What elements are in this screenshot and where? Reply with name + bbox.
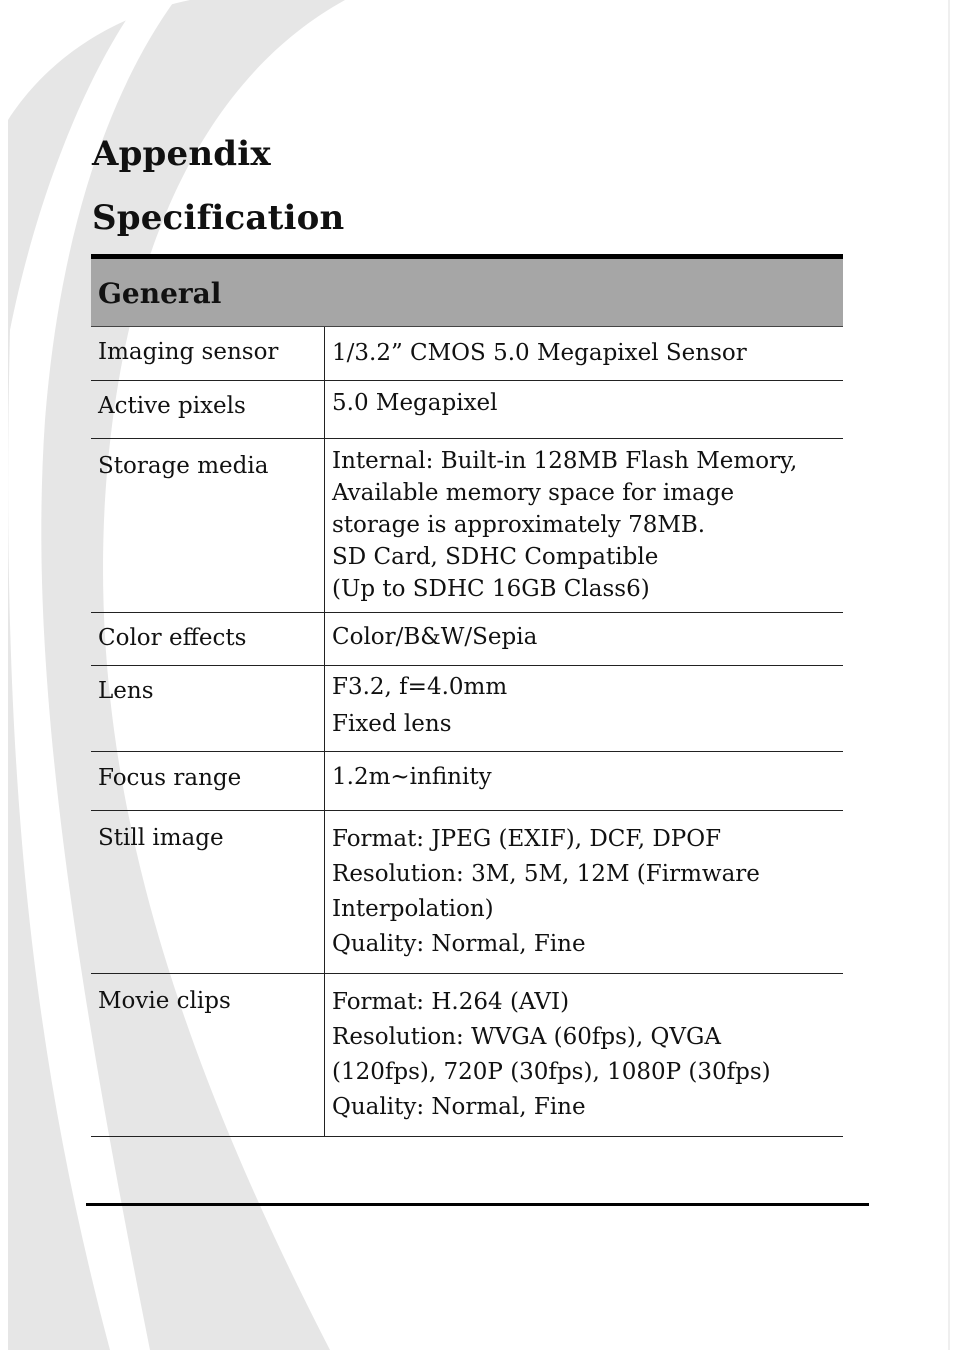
value-line: 1/3.2” CMOS 5.0 Megapixel Sensor bbox=[332, 340, 747, 366]
table-row bbox=[91, 381, 843, 439]
row-label: Still image bbox=[91, 811, 325, 973]
row-value bbox=[325, 381, 843, 438]
table-section-header bbox=[91, 254, 843, 327]
row-label: Movie clips bbox=[91, 974, 325, 1136]
value-line: Fixed lens bbox=[332, 711, 452, 737]
row-label: Active pixels bbox=[91, 381, 325, 438]
page-title: Appendix bbox=[92, 134, 271, 174]
table-row bbox=[91, 327, 843, 381]
value-line: (Up to SDHC 16GB Class6) bbox=[332, 576, 650, 602]
row-value bbox=[325, 666, 843, 751]
row-value bbox=[325, 327, 843, 380]
value-line: Interpolation) bbox=[332, 896, 494, 922]
row-value bbox=[325, 811, 843, 973]
specification-table bbox=[91, 254, 843, 1137]
value-line: Format: JPEG (EXIF), DCF, DPOF bbox=[332, 826, 722, 852]
value-line: Format: H.264 (AVI) bbox=[332, 989, 570, 1015]
row-label: Storage media bbox=[91, 439, 325, 612]
value-line: Color/B&W/Sepia bbox=[332, 624, 538, 650]
row-label: Lens bbox=[91, 666, 325, 751]
table-row bbox=[91, 811, 843, 974]
page-subtitle: Specification bbox=[92, 198, 345, 238]
row-label: Imaging sensor bbox=[91, 327, 325, 380]
value-line: Resolution: WVGA (60fps), QVGA bbox=[332, 1024, 721, 1050]
table-row bbox=[91, 974, 843, 1137]
table-row bbox=[91, 439, 843, 613]
footer-divider bbox=[86, 1203, 869, 1206]
value-line: F3.2, f=4.0mm bbox=[332, 674, 508, 700]
row-value bbox=[325, 752, 843, 810]
row-label: Color effects bbox=[91, 613, 325, 665]
value-line: (120fps), 720P (30fps), 1080P (30fps) bbox=[332, 1059, 771, 1085]
value-line: 1.2m~infinity bbox=[332, 764, 492, 790]
row-value bbox=[325, 613, 843, 665]
value-line: Internal: Built-in 128MB Flash Memory, bbox=[332, 448, 798, 474]
value-line: Quality: Normal, Fine bbox=[332, 1094, 586, 1120]
row-label: Focus range bbox=[91, 752, 325, 810]
table-row bbox=[91, 752, 843, 811]
row-value bbox=[325, 439, 843, 612]
value-line: storage is approximately 78MB. bbox=[332, 512, 706, 538]
row-value bbox=[325, 974, 843, 1136]
value-line: Available memory space for image bbox=[332, 480, 735, 506]
value-line: Quality: Normal, Fine bbox=[332, 931, 586, 957]
table-row bbox=[91, 666, 843, 752]
value-line: 5.0 Megapixel bbox=[332, 390, 498, 416]
section-header-label: General bbox=[98, 277, 222, 310]
table-row bbox=[91, 613, 843, 666]
value-line: Resolution: 3M, 5M, 12M (Firmware bbox=[332, 861, 760, 887]
value-line: SD Card, SDHC Compatible bbox=[332, 544, 659, 570]
